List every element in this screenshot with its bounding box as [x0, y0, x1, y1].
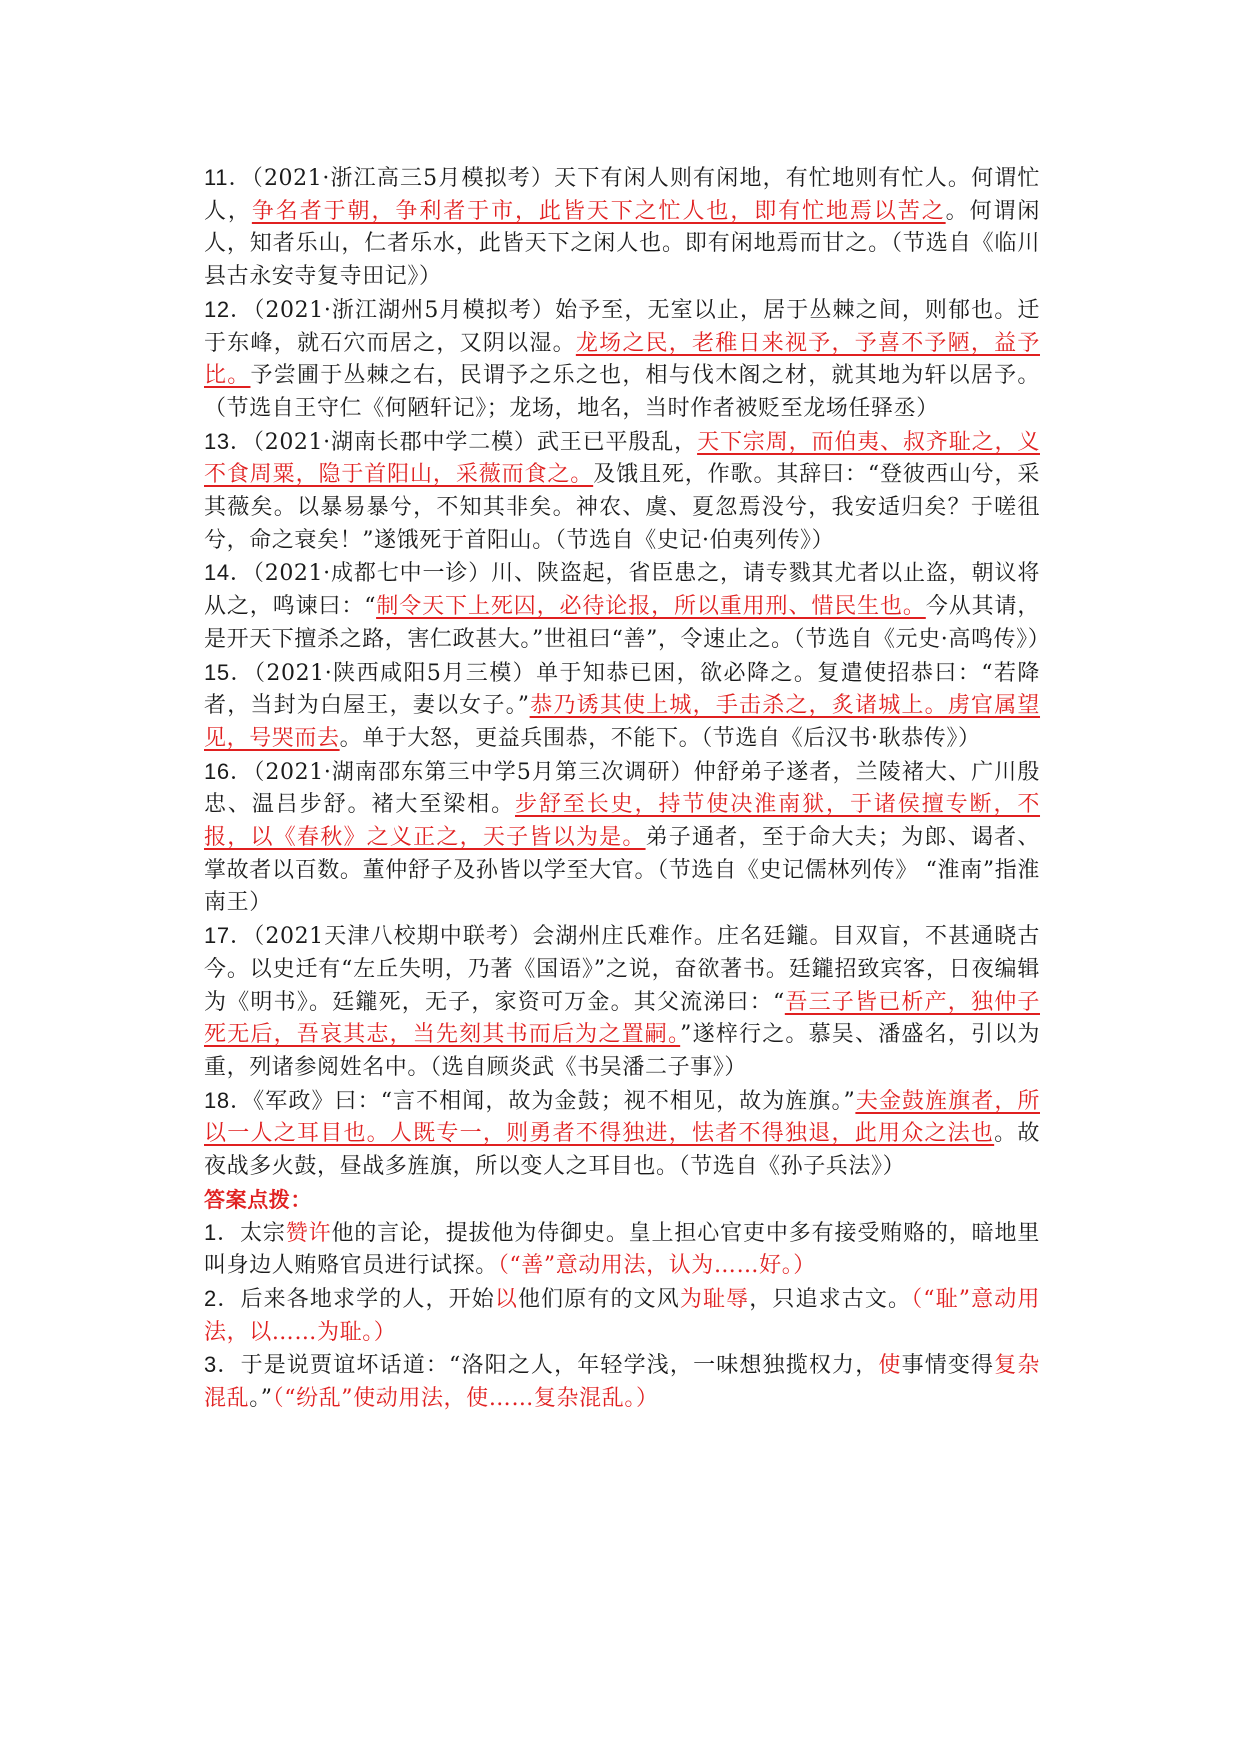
translate-sentence: 吾三子皆已析产，独仲子死无后，吾哀其志，当先刻其书而后为之置嗣。	[204, 989, 1040, 1048]
translate-sentence: 夫金鼓旌旗者，所以一人之耳目也。人既专一，则勇者不得独进，怯者不得独退，此用众之法也	[204, 1088, 1040, 1147]
question-number: 18．	[204, 1087, 254, 1113]
question-text: （2021·浙江高三5月模拟考）天下有闲人则有闲地，有忙地则有忙人。何谓忙人，	[204, 166, 1041, 224]
question-text: 。何谓闲人，知者乐山，仁者乐水，此皆天下之闲人也。即有闲地焉而甘之。（节选自《临川县古永安寺复寺田记》）	[204, 198, 1041, 290]
answer-key-word: 使	[878, 1353, 902, 1379]
question-text: 予尝圃于丛棘之右，民谓予之乐之也，相与伐木阁之材，就其地为轩以居予。（节选自王守仁《何陋轩记》；龙场，地名，当时作者被贬至龙场任驿丞）	[204, 363, 1040, 421]
answer-text: 事情变得	[901, 1353, 995, 1379]
question-item-11	[204, 162, 1040, 294]
answer-number: 1．	[204, 1219, 240, 1245]
question-number: 14．	[204, 560, 253, 586]
document-body	[204, 162, 1051, 1416]
answer-item-1	[204, 1217, 1040, 1283]
answer-key-word: 为耻辱	[679, 1286, 750, 1312]
question-item-13	[204, 426, 1040, 558]
question-number: 13．	[204, 428, 253, 454]
answer-text: 他的言论，提拔他为侍御史。皇上担心官吏中多有接受贿赂的，暗地里叫身边人贿赂官员进行试探。	[204, 1220, 1040, 1279]
question-number: 12．	[204, 296, 254, 322]
question-text: 《军政》曰：“言不相闻，故为金鼓；视不相见，故为旌旗。”	[253, 1088, 856, 1114]
question-text: ”遂梓行之。慕吴、潘盛名，引以为重，列诸参阅姓名中。（选自顾炎武《书吴潘二子事》）	[204, 1022, 1040, 1080]
question-text: 今从其请，是开天下擅杀之路，害仁政甚大。”世祖曰“善”，令速止之。（节选自《元史·高鸣传》）	[204, 594, 1051, 652]
question-number: 15．	[204, 659, 254, 685]
translate-sentence: 争名者于朝，争利者于市，此皆天下之忙人也，即有忙地焉以苦之	[251, 198, 946, 224]
answer-note: （“纷乱”使动用法，使……复杂混乱。）	[272, 1386, 659, 1412]
question-item-12	[204, 294, 1040, 426]
answer-text: 他们原有的文风	[518, 1286, 680, 1312]
question-item-16	[204, 756, 1040, 921]
question-item-17	[204, 920, 1040, 1085]
question-text: （2021·湖南邵东第三中学5月第三次调研）仲舒弟子遂者，兰陵褚大、广川殷忠、温吕步舒。褚大至梁相。	[204, 759, 1040, 818]
question-text: 。单于大怒，更益兵围恭，不能下。（节选自《后汉书·耿恭传》）	[339, 725, 981, 751]
question-item-15	[204, 657, 1040, 756]
answer-text: 后来各地求学的人，开始	[240, 1286, 495, 1312]
answer-note: （“善”意动用法，认为……好。）	[497, 1253, 816, 1279]
answer-text: 。”	[249, 1386, 273, 1412]
question-item-18	[204, 1085, 1040, 1184]
question-text: （2021天津八校期中联考）会湖州庄氏难作。庄名廷鑨。目双盲，不甚通晓古今。以史迁有“左丘失明，乃著《国语》”之说，奋欲著书。廷鑨招致宾客，日夜编辑为《明书》。廷鑨死，无子，家资可万金。其父流涕曰：“	[204, 924, 1040, 1015]
translate-sentence: 制令天下上死囚，必待论报，所以重用刑、惜民生也。	[376, 594, 926, 620]
answer-section-title: 答案点拨：	[204, 1187, 312, 1212]
answer-text: 太宗	[239, 1220, 286, 1246]
answer-item-2	[204, 1283, 1040, 1349]
question-text: （2021·湖南长郡中学二模）武王已平殷乱，	[252, 429, 698, 455]
answer-number: 2．	[204, 1285, 241, 1311]
translate-sentence: 天下宗周，而伯夷、叔齐耻之，义不食周粟，隐于首阳山，采薇而食之。	[204, 429, 1040, 488]
question-number: 11．	[204, 165, 252, 190]
answer-item-3	[204, 1349, 1040, 1415]
answer-text: 于是说贾谊坏话道：“洛阳之人，年轻学浅，一味想独揽权力，	[240, 1353, 879, 1379]
translate-sentence: 恭乃诱其使上城，手击杀之，炙诸城上。虏官属望见，号哭而去	[204, 693, 1041, 751]
question-item-14	[204, 557, 1051, 656]
answer-number: 3．	[204, 1352, 241, 1378]
question-text: （2021·浙江湖州5月模拟考）始予至，无室以止，居于丛棘之间，则郁也。迁于东峰，就石穴而居之，又阴以湿。	[204, 297, 1040, 356]
answer-key-word: 以	[494, 1286, 518, 1312]
answer-key-word: 复杂混乱	[204, 1353, 1040, 1412]
question-text: 。故夜战多火鼓，昼战多旌旗，所以变人之耳目也。（节选自《孙子兵法》）	[204, 1121, 1040, 1180]
answer-text: ，只追求古文。	[749, 1286, 912, 1312]
question-text: （2021·陕西咸阳5月三模）单于知恭已困，欲必降之。复遣使招恭曰：“若降者，当封为白屋王，妻以女子。”	[204, 660, 1040, 719]
answer-note: （“耻”意动用法，以……为耻。）	[204, 1286, 1040, 1345]
translate-sentence: 龙场之民，老稚日来视予，予喜不予陋，益予比。	[204, 330, 1040, 389]
answer-key-word: 赞许	[285, 1220, 332, 1246]
question-text: （2021·成都七中一诊）川、陕盗起，省臣患之，请专戮其尤者以止盗，朝议将从之，鸣谏曰：“	[204, 561, 1040, 620]
question-number: 16．	[204, 758, 254, 784]
question-number: 17．	[204, 923, 254, 949]
question-text: 弟子通者，至于命大夫；为郎、谒者、掌故者以百数。董仲舒子及孙皆以学至大官。（节选自《史记儒林列传》 “淮南”指淮南王）	[204, 825, 1040, 916]
question-text: 及饿且死，作歌。其辞曰：“登彼西山兮，采其薇矣。以暴易暴兮，不知其非矣。神农、虞、夏忽焉没兮，我安适归矣？于嗟徂兮，命之衰矣！”遂饿死于首阳山。（节选自《史记·伯夷列传》）	[204, 462, 1041, 553]
translate-sentence: 步舒至长史，持节使决淮南狱，于诸侯擅专断，不报，以《春秋》之义正之，天子皆以为是。	[204, 792, 1041, 851]
